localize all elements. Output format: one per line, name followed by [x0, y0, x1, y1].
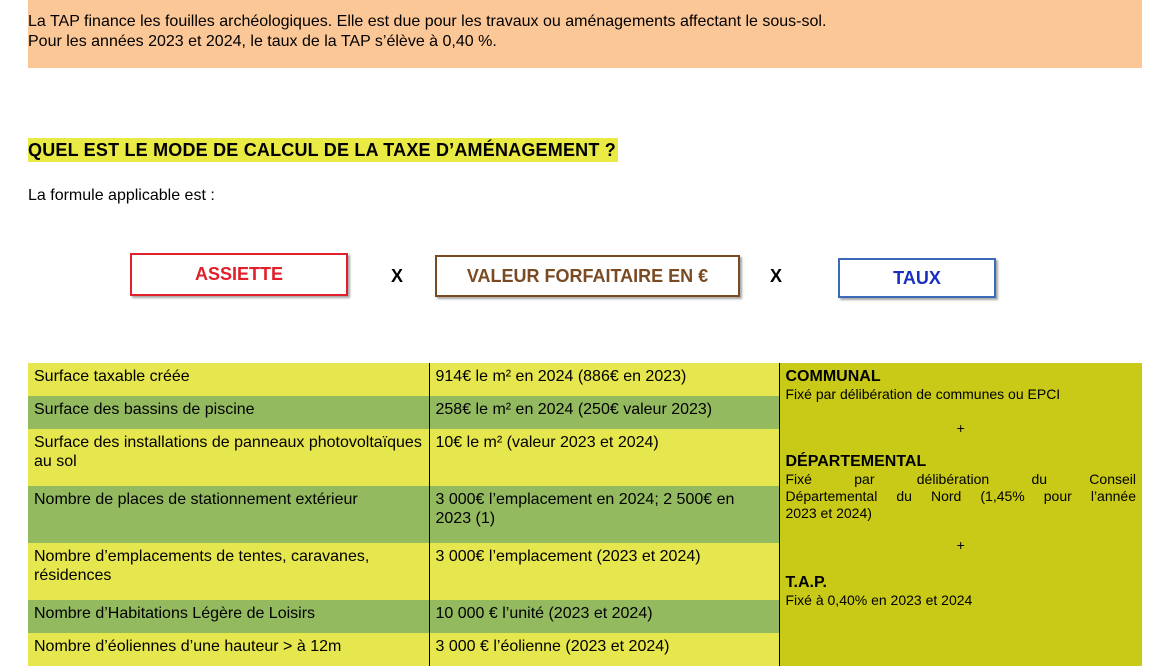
- valeur-cell: 3 000€ l’emplacement en 2024; 2 500€ en 2023 (1): [429, 486, 779, 543]
- assiette-cell: Surface des bassins de piscine: [28, 396, 429, 429]
- taux-communal-desc: Fixé par délibération de communes ou EPCI: [785, 386, 1061, 402]
- formula-taux-box: TAUX: [838, 258, 996, 298]
- intro-box: [28, 0, 1142, 68]
- taux-departemental-desc-1: Fixé par délibération du Conseil: [785, 471, 1136, 487]
- intro-line-2: Pour les années 2023 et 2024, le taux de la TAP s’élève à 0,40 %.: [28, 33, 497, 50]
- taux-communal-title: COMMUNAL: [785, 368, 881, 385]
- valeur-cell: 3 000 € l’éolienne (2023 et 2024): [429, 633, 779, 666]
- calculation-table: [28, 363, 1142, 666]
- taux-cell: [779, 363, 1142, 666]
- valeur-cell: 258€ le m² en 2024 (250€ valeur 2023): [429, 396, 779, 429]
- assiette-cell: Nombre de places de stationnement extérieur: [28, 486, 429, 543]
- assiette-cell: Nombre d’Habitations Légère de Loisirs: [28, 600, 429, 633]
- section-title: QUEL EST LE MODE DE CALCUL DE LA TAXE D’AMÉNAGEMENT ?: [28, 140, 616, 160]
- taux-departemental-desc-3: 2023 et 2024): [785, 505, 872, 521]
- valeur-cell: 914€ le m² en 2024 (886€ en 2023): [429, 363, 779, 396]
- valeur-cell: 3 000€ l’emplacement (2023 et 2024): [429, 543, 779, 600]
- table-row: [28, 363, 1142, 396]
- taux-tap-title: T.A.P.: [785, 574, 827, 591]
- formula-multiply-sign-1: X: [391, 266, 404, 286]
- assiette-cell: Nombre d’éoliennes d’une hauteur > à 12m: [28, 633, 429, 666]
- formula-assiette-box: ASSIETTE: [130, 253, 348, 296]
- assiette-cell: Nombre d’emplacements de tentes, caravanes, résidences: [28, 543, 429, 600]
- valeur-cell: 10 000 € l’unité (2023 et 2024): [429, 600, 779, 633]
- intro-line-1: La TAP finance les fouilles archéologiques. Elle est due pour les travaux ou aménagements affectant le sous-sol.: [28, 13, 827, 30]
- formula-valeur-box: VALEUR FORFAITAIRE EN €: [435, 255, 740, 297]
- plus-sign-1: +: [956, 420, 965, 436]
- taux-departemental-title: DÉPARTEMENTAL: [785, 453, 927, 470]
- assiette-cell: Surface taxable créée: [28, 363, 429, 396]
- formula-multiply-sign-2: X: [770, 266, 783, 286]
- formula-intro: La formule applicable est :: [28, 187, 215, 204]
- plus-sign-2: +: [956, 537, 965, 553]
- assiette-cell: Surface des installations de panneaux photovoltaïques au sol: [28, 429, 429, 486]
- valeur-cell: 10€ le m² (valeur 2023 et 2024): [429, 429, 779, 486]
- taux-tap-desc: Fixé à 0,40% en 2023 et 2024: [785, 592, 973, 608]
- taux-departemental-desc-2: Départemental du Nord (1,45% pour l’année: [785, 488, 1136, 504]
